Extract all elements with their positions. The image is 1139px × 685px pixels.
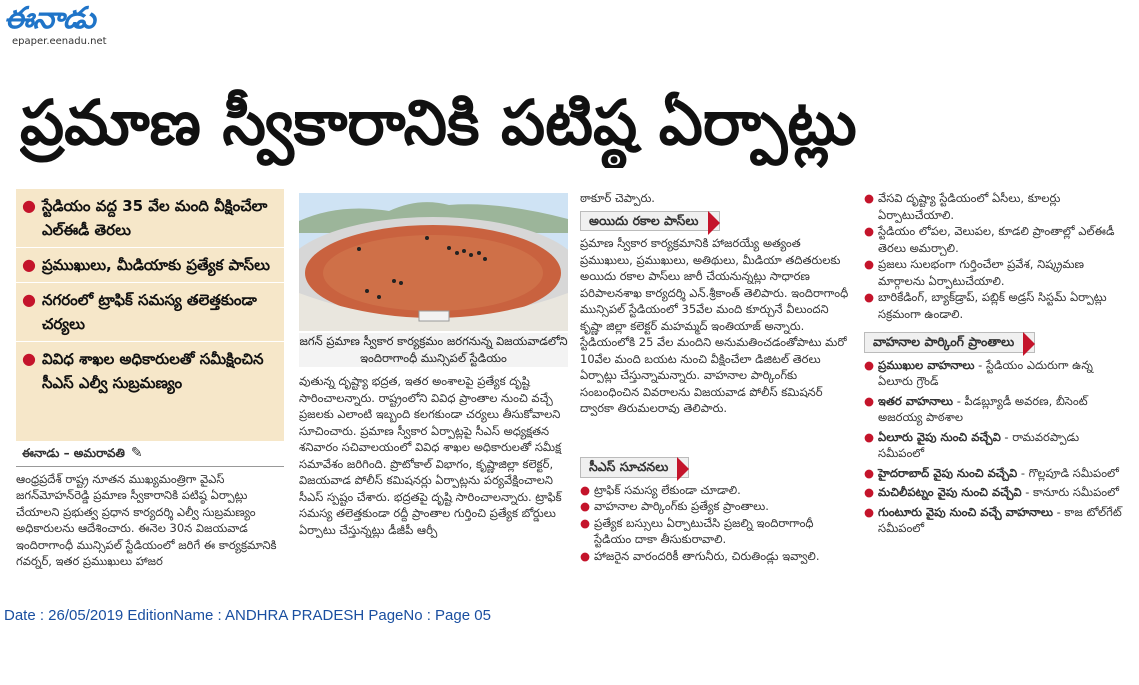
arrow-icon <box>708 211 720 235</box>
bullet-icon: ● <box>580 515 591 530</box>
list-item: ● వాహనాల పార్కింగ్‌కు ప్రత్యేక ప్రాంతాలు. <box>580 499 769 513</box>
column-3 <box>580 190 852 564</box>
highlight-item: ● ప్రముఖులు, మీడియాకు ప్రత్యేక పాస్‌లు <box>16 248 284 283</box>
list-item: ● బారికేడింగ్, బ్యాక్‌డ్రాప్, పబ్లిక్ అడ్రస్ సిస్టమ్ ఏర్పాట్లు సక్రమంగా ఉండాలి. <box>864 290 1107 321</box>
parking-item: ● హైదరాబాద్ వైపు నుంచి వచ్చేవి - గొల్లపూడి సమీపంలో <box>864 465 1119 480</box>
parking-item: ● మచిలీపట్నం వైపు నుంచి వచ్చేవి - కానూరు సమీపంలో <box>864 485 1119 499</box>
arrow-icon <box>1023 332 1035 356</box>
bullet-icon: ● <box>22 255 36 274</box>
bullet-icon: ● <box>864 429 875 444</box>
bullet-icon: ● <box>864 290 875 304</box>
list-item: ● ట్రాఫిక్ సమస్య లేకుండా చూడాలి. <box>580 482 741 497</box>
edition-footer: Date : 26/05/2019 EditionName : ANDHRA PRADESH PageNo : Page 05 <box>4 607 491 624</box>
bullet-icon: ● <box>22 349 36 368</box>
stadium-photo <box>299 193 568 331</box>
list-item: ● హాజరైన వారందరికీ తాగునీరు, చిరుతిండ్లు ఇవ్వాలి. <box>580 548 820 563</box>
highlight-item: ● వివిధ శాఖల అధికారులతో సమీక్షించిన సీఎస్ ఎల్వీ సుబ్రమణ్యం <box>22 349 264 392</box>
subhead-cs-instructions: సీఎస్ సూచనలు <box>580 457 689 478</box>
parking-item: ● ఏలూరు వైపు నుంచి వచ్చేవి - రామవరప్పాడు సమీపంలో <box>864 429 1080 460</box>
masthead-logo[interactable] <box>4 2 144 54</box>
highlights-box <box>16 189 284 441</box>
bullet-icon: ● <box>864 191 875 205</box>
bullet-icon: ● <box>580 548 591 563</box>
bullet-icon: ● <box>580 482 591 497</box>
article-body-2: వుతున్న దృష్ట్యా భద్రత, ఇతర అంశాలపై ప్రత్యేక దృష్టి సారించాలన్నారు. రాష్ట్రంలోని వివిధ ప్రాంతాల నుంచి వచ్చే ప్రజలకు ఎలాంటి ఇబ్బంది కలగకుండా చర్యలు తీసుకోవాలని సూచించారు. ప్రమాణ స్వీకార ఏర్పాట్లపై సీఎస్ అధ్యక్షతన శనివారం సచివాలయంలో వివిధ శాఖల అధికారులతో సమీక్ష సమావేశం జరిగింది. ప్రొటోకాల్ విభాగం, కృష్ణాజిల్లా కలెక్టర్, విజయవాడ పోలీస్ కమిషనర్లు ఏర్పాట్లను పర్యవేక్షించాలని సీఎస్ స్పష్టం చేశారు. భద్రతపై దృష్టి సారించాలన్నారు. ట్రాఫిక్ సమస్య తలెత్తకుండా రద్దీ ప్రాంతాల గుర్తించి ప్రత్యేక బోర్డులు ఏర్పాటు చేస్తున్నట్లు డీజీపీ ఆర్పీ <box>299 374 562 537</box>
bullet-icon: ● <box>864 224 875 238</box>
highlight-item: ● నగరంలో ట్రాఫిక్ సమస్య తలెత్తకుండా చర్యలు <box>16 283 284 342</box>
logo-wordmark: ఈనాడు <box>4 1 95 36</box>
column-4 <box>864 190 1126 537</box>
photo-caption: జగన్ ప్రమాణ స్వీకార కార్యక్రమం జరగనున్న విజయవాడలోని ఇందిరాగాంధీ మున్సిపల్ స్టేడియం <box>299 334 568 365</box>
byline: ఈనాడు – అమరావతి ✎ <box>16 441 284 467</box>
logo-url: epaper.eenadu.net <box>12 36 107 47</box>
bullet-icon: ● <box>864 485 875 499</box>
column-2 <box>299 373 568 585</box>
list-item: ● ప్రత్యేక బస్సులు ఏర్పాటుచేసి ప్రజల్ని ఇందిరాగాంధీ స్టేడియం దాకా తీసుకురావాలి. <box>580 515 814 546</box>
column-1 <box>16 189 284 589</box>
bullet-icon: ● <box>864 504 875 519</box>
article-body-3-lead: ఠాకూర్ చెప్పారు. <box>580 191 655 205</box>
parking-item: ● ఇతర వాహనాలు - పీడబ్ల్యూడీ అవరణ, బీసెంట్ అజరయ్య పాఠశాల <box>864 393 1088 424</box>
parking-item: ● ప్రముఖుల వాహనాలు - స్టేడియం ఎదురుగా ఉన్న ఏలూరు గ్రౌండ్ <box>864 357 1093 388</box>
list-item: ● స్టేడియం లోపల, వెలుపల, కూడలి ప్రాంతాల్లో ఎల్‌ఈడీ తెరలు అమర్చాలి. <box>864 224 1115 255</box>
article-body-1: ఆంధ్రప్రదేశ్ రాష్ట్ర నూతన ముఖ్యమంత్రిగా వైఎస్ జగన్‌మోహన్‌రెడ్డి ప్రమాణ స్వీకారానికి పటిష్ఠ ఏర్పాట్లు చేయాలని ప్రభుత్వ ప్రధాన కార్యదర్శి ఎల్వీ సుబ్రమణ్యం అధికారులను ఆదేశించారు. ఈనెల 30న విజయవాడ ఇందిరాగాంధీ మున్సిపల్ స్టేడియంలో జరిగే ఈ కార్యక్రమానికి గవర్నర్, ఇతర ప్రముఖులు హాజర <box>16 471 277 568</box>
bullet-icon: ● <box>864 465 875 480</box>
subhead-passes: అయిదు రకాల పాస్‌లు <box>580 211 720 232</box>
list-item: ● ప్రజలు సులభంగా గుర్తించేలా ప్రవేశ, నిష్క్రమణ మార్గాలను ఏర్పాటుచేయాలి. <box>864 257 1085 288</box>
bullet-icon: ● <box>22 290 36 309</box>
subhead-parking: వాహనాల పార్కింగ్ ప్రాంతాలు <box>864 332 1035 353</box>
arrow-icon <box>677 457 689 481</box>
bullet-icon: ● <box>864 357 875 372</box>
parking-item: ● గుంటూరు వైపు నుంచి వచ్చే వాహనాలు - కాజ టోల్‌గేట్ సమీపంలో <box>864 504 1122 535</box>
bullet-icon: ● <box>864 393 875 408</box>
pen-icon: ✎ <box>130 445 143 461</box>
headline: ప్రమాణ స్వీకారానికి పటిష్ఠ ఏర్పాట్లు <box>20 86 857 159</box>
list-item: ● వేసవి దృష్ట్యా స్టేడియంలో ఏసీలు, కూలర్లు ఏర్పాటుచేయాలి. <box>864 191 1061 222</box>
article-body-3: ప్రమాణ స్వీకార కార్యక్రమానికి హాజరయ్యే అత్యంత ప్రముఖులు, ప్రముఖులు, అతిథులు, మీడియా తదితరులకు అయిదు రకాల పాస్‌లు జారీ చేయనున్నట్లు సాధారణ పరిపాలనశాఖ కార్యదర్శి ఎన్.శ్రీకాంత్ తెలిపారు. ఇందిరాగాంధీ మున్సిపల్ స్టేడియంలో 35వేల మంది కూర్చునే వీలుందని కృష్ణా జిల్లా కలెక్టర్ మహమ్మద్ ఇంతియాజ్ అన్నారు. స్టేడియంలోకి 25 వేల మందిని అనుమతించడంతోపాటు మరో 10వేల మంది బయట నుంచి వీక్షించేలా డిజిటల్ తెరలు ఏర్పాట్లు చేస్తున్నామన్నారు. వాహనాల పార్కింగ్‌కు సంబంధించిన వివరాలను విజయవాడ పోలీస్ కమిషనర్ ద్వారకా తిరుమలరావు తెలిపారు. <box>580 236 849 415</box>
bullet-icon: ● <box>864 257 875 271</box>
bullet-icon: ● <box>22 196 36 215</box>
highlight-item: ● స్టేడియం వద్ద 35 వేల మంది వీక్షించేలా ఎల్‌ఈడీ తెరలు <box>16 189 284 248</box>
bullet-icon: ● <box>580 499 591 513</box>
